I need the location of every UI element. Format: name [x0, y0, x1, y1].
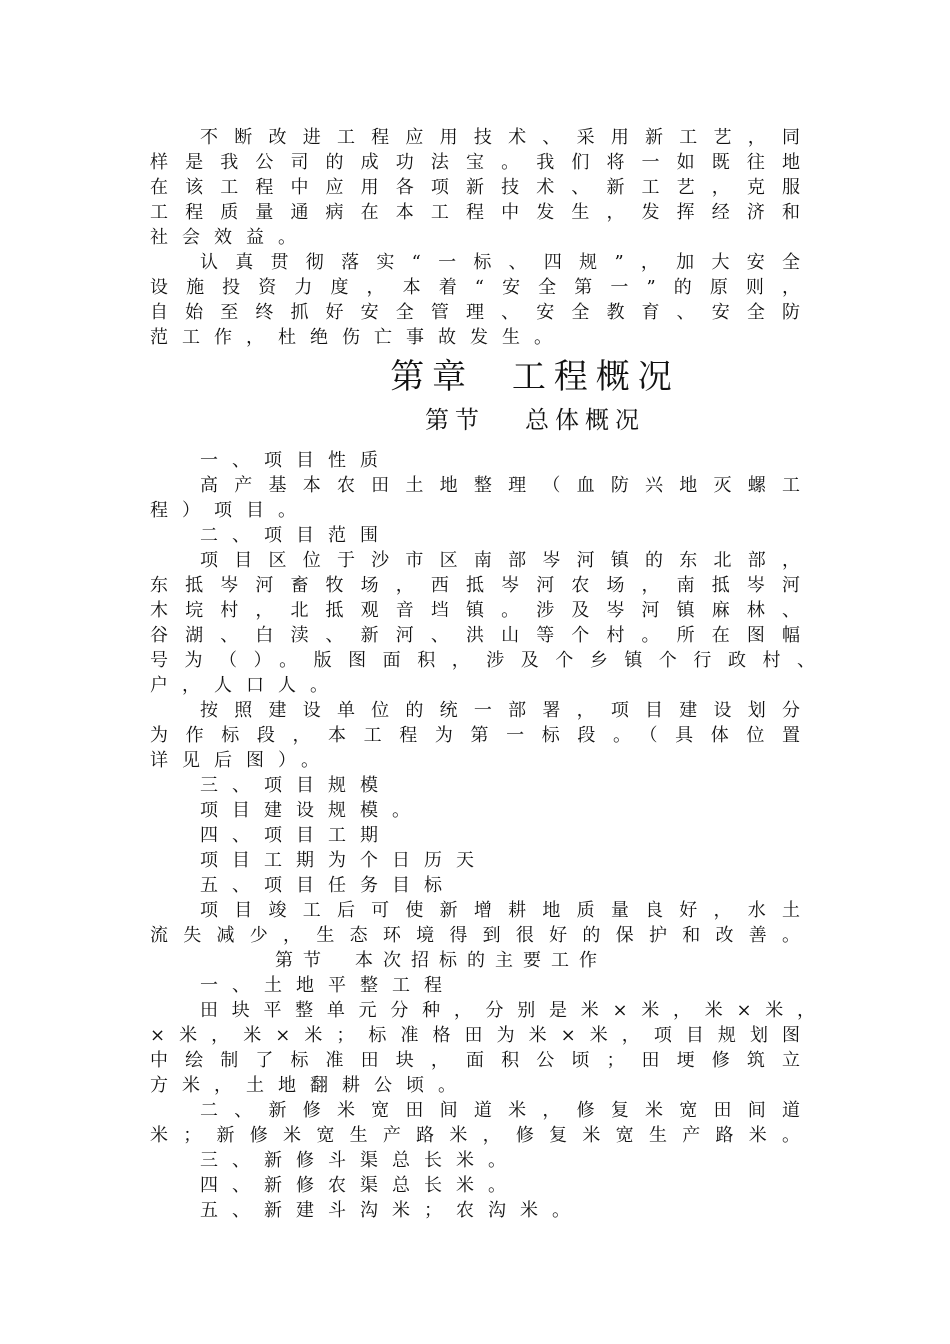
section-title: 总体概况	[525, 406, 645, 434]
text-line: 流失减少，生态环境得到很好的保护和改善。	[150, 925, 800, 946]
text-line: 五、新建斗沟米；农沟米。	[200, 1200, 584, 1221]
text-line: 社会效益。	[150, 227, 310, 248]
chapter-title: 工程概况	[511, 357, 680, 397]
text-line: 工程质量通病在本工程中发生，发挥经济和	[150, 202, 800, 223]
text-line: 自始至终抓好安全管理、安全教育、安全防	[150, 302, 800, 323]
text-line: 详见后图）。	[150, 750, 333, 771]
document-body	[150, 125, 815, 1223]
section-prefix: 第节	[275, 950, 331, 971]
item-heading: 三、项目规模	[200, 775, 392, 796]
text-line: 程）项目。	[150, 500, 310, 521]
section-title: 本次招标的主要工作	[355, 950, 607, 971]
section-heading-overview	[150, 406, 800, 434]
text-line: 项目工期为个日历天	[200, 850, 488, 871]
text-line: 项目区位于沙市区南部岑河镇的东北部，	[200, 550, 800, 571]
text-line: 按照建设单位的统一部署，项目建设划分	[200, 700, 800, 721]
text-line: 号为（）。版图面积，涉及个乡镇个行政村、	[150, 650, 815, 671]
text-line: 方米，土地翻耕公顷。	[150, 1075, 470, 1096]
chapter-prefix: 第章	[390, 357, 475, 397]
text-line: 设施投资力度，本着“安全第一”的原则，	[150, 277, 800, 298]
paragraph-safety	[150, 250, 800, 350]
text-line: 三、新修斗渠总长米。	[200, 1150, 520, 1171]
text-line: 田块平整单元分种，分别是米×米，米×米，	[200, 1000, 815, 1021]
section-heading-tender-work	[150, 948, 800, 973]
chapter-heading	[150, 357, 800, 397]
text-line: 为作标段，本工程为第一标段。（具体位置	[150, 725, 800, 746]
paragraph-technology	[150, 125, 800, 250]
text-line: 范工作，杜绝伤亡事故发生。	[150, 327, 566, 348]
item-heading: 一、项目性质	[200, 450, 392, 471]
text-line: 高产基本农田土地整理（血防兴地灭螺工	[200, 475, 800, 496]
text-line: 样是我公司的成功法宝。我们将一如既往地	[150, 152, 800, 173]
section-tender-work-body	[150, 973, 815, 1223]
text-line: 在该工程中应用各项新技术、新工艺，克服	[150, 177, 800, 198]
text-line: ×米，米×米；标准格田为米×米，项目规划图	[150, 1025, 800, 1046]
text-line: 谷湖、白渎、新河、洪山等个村。所在图幅	[150, 625, 800, 646]
text-line: 东抵岑河畜牧场，西抵岑河农场，南抵岑河	[150, 575, 800, 596]
text-line: 认真贯彻落实“一标、四规”，加大安全	[200, 252, 800, 273]
text-line: 二、新修米宽田间道米，修复米宽田间道	[200, 1100, 800, 1121]
text-line: 中绘制了标准田块，面积公顷；田埂修筑立	[150, 1050, 800, 1071]
section-prefix: 第节	[425, 406, 485, 434]
text-line: 四、新修农渠总长米。	[200, 1175, 520, 1196]
text-line: 木垸村，北抵观音垱镇。涉及岑河镇麻林、	[150, 600, 800, 621]
text-line: 米；新修米宽生产路米，修复米宽生产路米。	[150, 1125, 800, 1146]
text-line: 项目竣工后可使新增耕地质量良好，水土	[200, 900, 800, 921]
section-overview-body	[150, 448, 815, 948]
text-line: 不断改进工程应用技术、采用新工艺，同	[200, 127, 800, 148]
text-line: 项目建设规模。	[200, 800, 424, 821]
text-line: 户，人口人。	[150, 675, 342, 696]
item-heading: 一、土地平整工程	[200, 975, 456, 996]
item-heading: 五、项目任务目标	[200, 875, 456, 896]
item-heading: 二、项目范围	[200, 525, 392, 546]
item-heading: 四、项目工期	[200, 825, 392, 846]
